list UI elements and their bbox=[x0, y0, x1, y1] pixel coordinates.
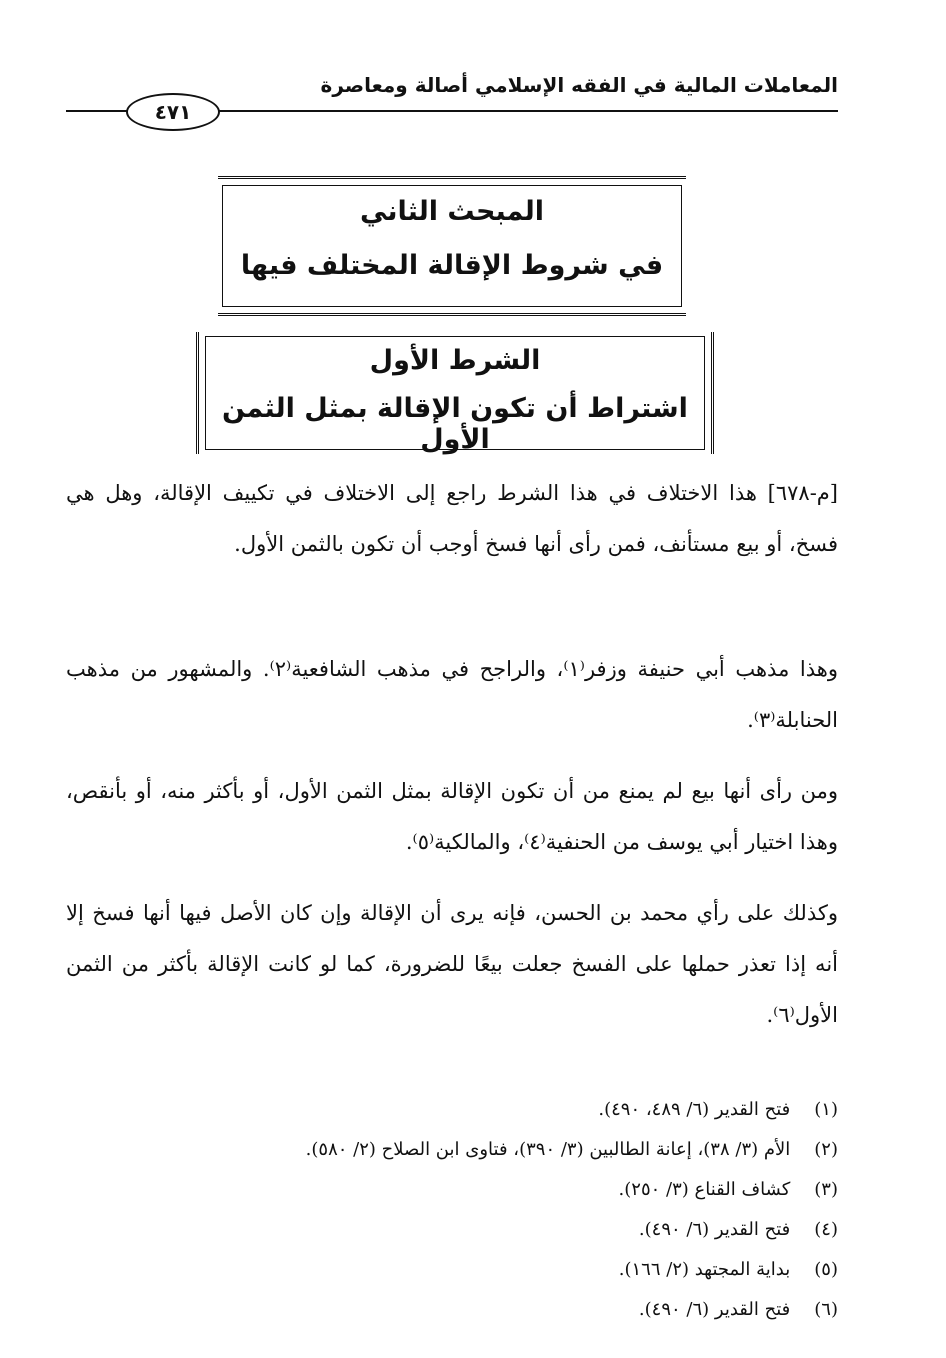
footnote-text: الأم (٣/ ٣٨)، إعانة الطالبين (٣/ ٣٩٠)، فتاوى ابن الصلاح (٢/ ٥٨٠). bbox=[305, 1139, 791, 1160]
footnote bbox=[66, 1090, 838, 1130]
footnote bbox=[66, 1290, 838, 1330]
footnote-number: (٣) bbox=[814, 1179, 838, 1200]
footnote-number: (٦) bbox=[814, 1299, 838, 1320]
footnote-number: (١) bbox=[814, 1099, 838, 1120]
footnote-text: فتح القدير (٦/ ٤٨٩، ٤٩٠). bbox=[598, 1099, 791, 1120]
paragraph-4: وكذلك على رأي محمد بن الحسن، فإنه يرى أن الإقالة وإن كان الأصل فيها أنها فسخ إلا أنه إذا تعذر حملها على الفسخ جعلت بيعًا للضرورة، كما لو كانت الإقالة بأكثر من الثمن الأول⁽٦⁾. bbox=[66, 901, 838, 1027]
footnote bbox=[66, 1170, 838, 1210]
paragraph-2: وهذا مذهب أبي حنيفة وزفر⁽١⁾، والراجح في مذهب الشافعية⁽٢⁾. والمشهور من مذهب الحنابلة⁽٣⁾. bbox=[66, 657, 838, 732]
footnote-text: فتح القدير (٦/ ٤٩٠). bbox=[638, 1219, 791, 1240]
section-subtitle: في شروط الإقالة المختلف فيها bbox=[240, 250, 664, 281]
footnote-number: (٥) bbox=[814, 1259, 838, 1280]
footnote bbox=[66, 1210, 838, 1250]
condition-title: الشرط الأول bbox=[369, 345, 541, 376]
footnote-number: (٢) bbox=[814, 1139, 838, 1160]
page-number: ٤٧١ bbox=[126, 93, 220, 131]
running-title: المعاملات المالية في الفقه الإسلامي أصالة ومعاصرة bbox=[320, 73, 838, 97]
footnote-number: (٤) bbox=[814, 1219, 838, 1240]
footnote-text: بداية المجتهد (٢/ ١٦٦). bbox=[618, 1259, 791, 1280]
footnote-text: كشاف القناع (٣/ ٢٥٠). bbox=[618, 1179, 791, 1200]
condition-title-inner-frame bbox=[205, 336, 705, 455]
footnotes-list bbox=[66, 1090, 838, 1330]
section-title-inner-frame bbox=[222, 185, 682, 307]
section-title-frame bbox=[218, 176, 686, 316]
footnote bbox=[66, 1130, 838, 1170]
paragraph-3: ومن رأى أنها بيع لم يمنع من أن تكون الإقالة بمثل الثمن الأول، أو بأكثر منه، أو بأنقص، وهذا اختيار أبي يوسف من الحنفية⁽٤⁾، والمالكية⁽٥⁾. bbox=[66, 779, 838, 854]
footnote-text: فتح القدير (٦/ ٤٩٠). bbox=[638, 1299, 791, 1320]
paragraph-1: [م-٦٧٨] هذا الاختلاف في هذا الشرط راجع إلى الاختلاف في تكييف الإقالة، وهل هي فسخ، أو بيع مستأنف، فمن رأى أنها فسخ أوجب أن تكون بالثمن الأول. bbox=[66, 481, 838, 556]
footnote bbox=[66, 1250, 838, 1290]
condition-title-frame bbox=[196, 332, 714, 454]
section-title: المبحث الثاني bbox=[360, 196, 544, 227]
condition-subtitle: اشتراط أن تكون الإقالة بمثل الثمن الأول bbox=[222, 393, 688, 455]
